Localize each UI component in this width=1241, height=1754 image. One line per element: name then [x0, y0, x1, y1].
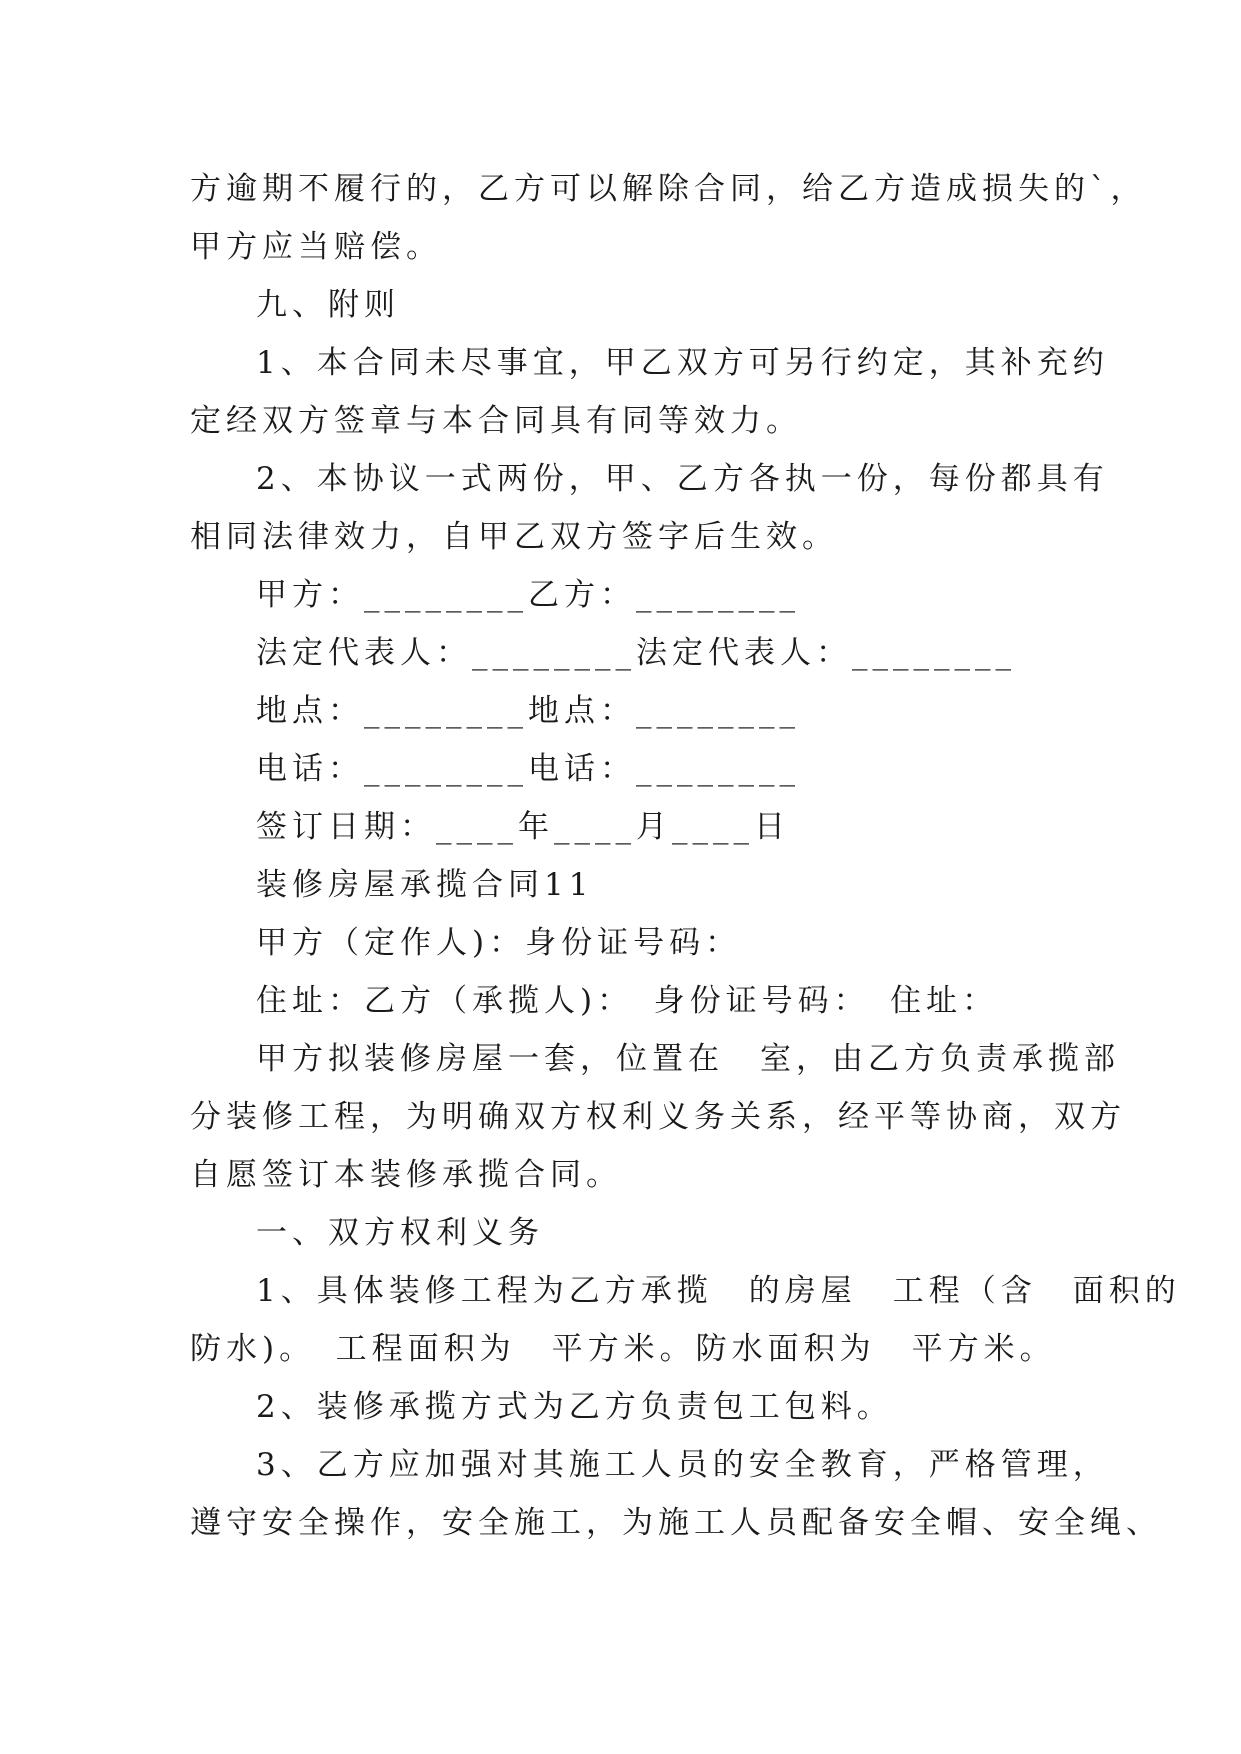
signature-line-representative: 法定代表人：________法定代表人：________	[256, 635, 1016, 671]
paragraph-line: 相同法律效力，自甲乙双方签字后生效。	[190, 519, 838, 555]
contract-title: 装修房屋承揽合同11	[256, 867, 594, 903]
signature-line-party: 甲方：________乙方：________	[256, 577, 800, 613]
signature-line-location: 地点：________地点：________	[256, 693, 800, 729]
paragraph-line: 甲方应当赔偿。	[190, 229, 442, 265]
signature-line-date: 签订日期：____年____月____日	[256, 809, 790, 845]
paragraph-line: 2、装修承揽方式为乙方负责包工包料。	[256, 1389, 893, 1425]
paragraph-line: 方逾期不履行的，乙方可以解除合同，给乙方造成损失的`，	[190, 171, 1147, 207]
party-a-info: 甲方（定作人)：身份证号码：	[256, 925, 742, 961]
paragraph-line: 甲方拟装修房屋一套，位置在 室，由乙方负责承揽部	[256, 1041, 1120, 1077]
section-heading: 一、双方权利义务	[256, 1215, 544, 1251]
paragraph-line: 遵守安全操作，安全施工，为施工人员配备安全帽、安全绳、	[190, 1505, 1162, 1541]
paragraph-line: 防水)。 工程面积为 平方米。防水面积为 平方米。	[190, 1331, 1056, 1367]
section-heading: 九、附则	[256, 287, 400, 323]
paragraph-line: 1、具体装修工程为乙方承揽 的房屋 工程（含 面积的	[256, 1273, 1181, 1309]
paragraph-line: 定经双方签章与本合同具有同等效力。	[190, 403, 802, 439]
signature-line-phone: 电话：________电话：________	[256, 751, 800, 787]
paragraph-line: 2、本协议一式两份，甲、乙方各执一份，每份都具有	[256, 461, 1109, 497]
paragraph-line: 分装修工程，为明确双方权利义务关系，经平等协商，双方	[190, 1099, 1126, 1135]
party-b-info: 住址：乙方（承揽人)： 身份证号码： 住址：	[256, 983, 999, 1019]
paragraph-line: 自愿签订本装修承揽合同。	[190, 1157, 622, 1193]
paragraph-line: 3、乙方应加强对其施工人员的安全教育，严格管理，	[256, 1447, 1109, 1483]
paragraph-line: 1、本合同未尽事宜，甲乙双方可另行约定，其补充约	[256, 345, 1109, 381]
document-body	[190, 160, 1181, 1552]
